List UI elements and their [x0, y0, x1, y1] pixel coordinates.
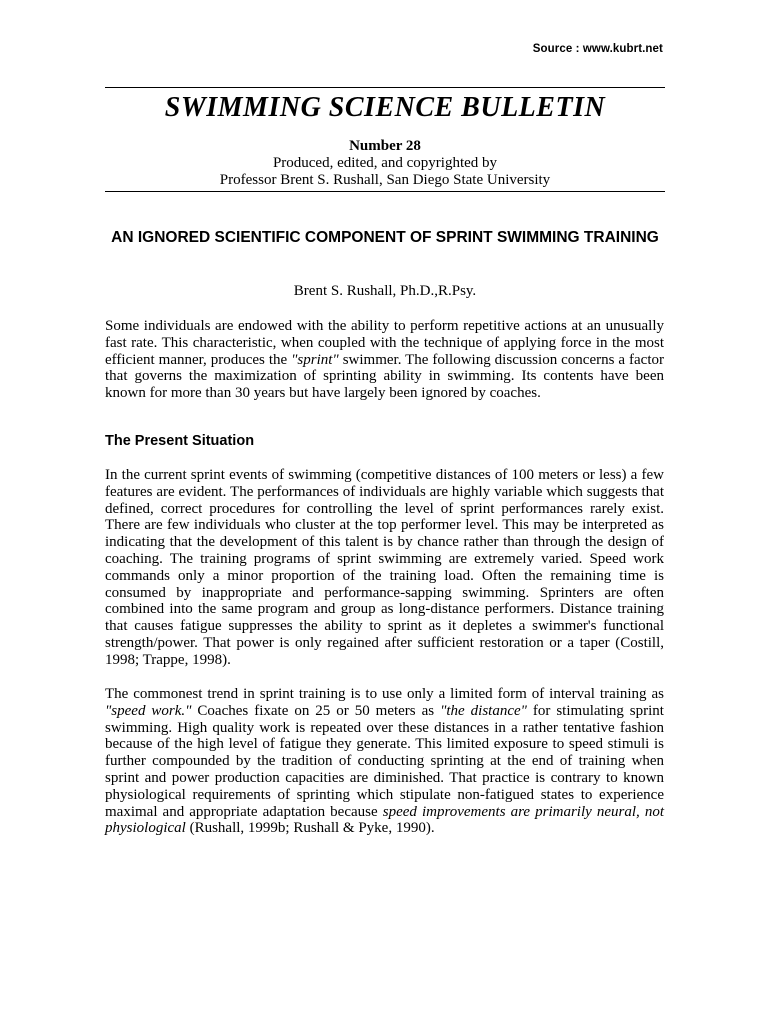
- source-credit: Source : www.kubrt.net: [532, 43, 663, 55]
- author-affiliation: Professor Brent S. Rushall, San Diego State University: [219, 172, 551, 188]
- para3-text-e: for stimulating sprint swimming. High quality work is repeated over these distances in a rather tentative fashion because of the high level of fatigue they generate. This limited exposure to speed stimuli is further compounded by the tradition of conducting sprinting at the end of training when sprint and power production capacities are diminished. That practice is contrary to known physiological requirements of sprinting which stipulate non-fatigued states to experience maximal and appropriate adaptation because: [105, 702, 664, 820]
- masthead-bottom-rule: [105, 191, 665, 192]
- body-paragraph-1: In the current sprint events of swimming (competitive distances of 100 meters or less) a few features are evident. The performances of individuals are highly variable which suggests that defined, correct procedures for controlling the level of sprint performances rarely exist. There are few individuals who cluster at the top performer level. This may be interpreted as indicating that the development of this talent is by chance rather than through the design of coaching. The training programs of sprint swimming are extremely varied. Speed work commands only a minor proportion of the training load. Often the remaining time is consumed by inappropriate and performance-sapping swimming. Sprinters are often combined into the same program and group as long-distance performers. Distance training that causes fatigue suppresses the ability to sprint as it depletes a swimmer's functional strength/power. That power is only regained after sufficient restoration or a taper (Costill, 1998; Trappe, 1998).: [105, 467, 664, 668]
- masthead: [105, 138, 665, 189]
- intro-paragraph: [105, 318, 664, 402]
- para3-emphasis-f: speed improvements are primarily neural, not physiological: [105, 803, 665, 837]
- para3-emphasis-b: "speed work.": [105, 702, 192, 719]
- intro-emphasis: "sprint": [291, 351, 339, 368]
- bulletin-title: SWIMMING SCIENCE BULLETIN: [164, 92, 606, 123]
- body-paragraph-2: [105, 686, 664, 837]
- intro-text-a: Some individuals are endowed with the ability to perform repetitive actions at an unusually fast rate. This characteristic, when coupled with the technique of applying force in the most efficient manner, produces the: [105, 318, 664, 368]
- produced-line: Produced, edited, and copyrighted by: [272, 155, 498, 171]
- masthead-top-rule: [105, 87, 665, 88]
- para3-emphasis-d: "the distance": [440, 702, 527, 719]
- byline: Brent S. Rushall, Ph.D.,R.Psy.: [293, 283, 477, 299]
- para3-text-a: The commonest trend in sprint training is to use only a limited form of interval training as: [105, 686, 664, 702]
- para3-text-g: (Rushall, 1999b; Rushall & Pyke, 1990).: [185, 820, 435, 837]
- section-heading: The Present Situation: [105, 433, 255, 449]
- article-title: AN IGNORED SCIENTIFIC COMPONENT OF SPRINT SWIMMING TRAINING: [111, 229, 659, 246]
- intro-text-c: swimmer. The following discussion concerns a factor that governs the maximization of sprinting ability in swimming. Its contents have been known for more than 30 years but have largely been ignored by coaches.: [105, 351, 664, 402]
- bulletin-number: Number 28: [349, 138, 421, 154]
- para3-text-c: Coaches fixate on 25 or 50 meters as: [191, 702, 441, 719]
